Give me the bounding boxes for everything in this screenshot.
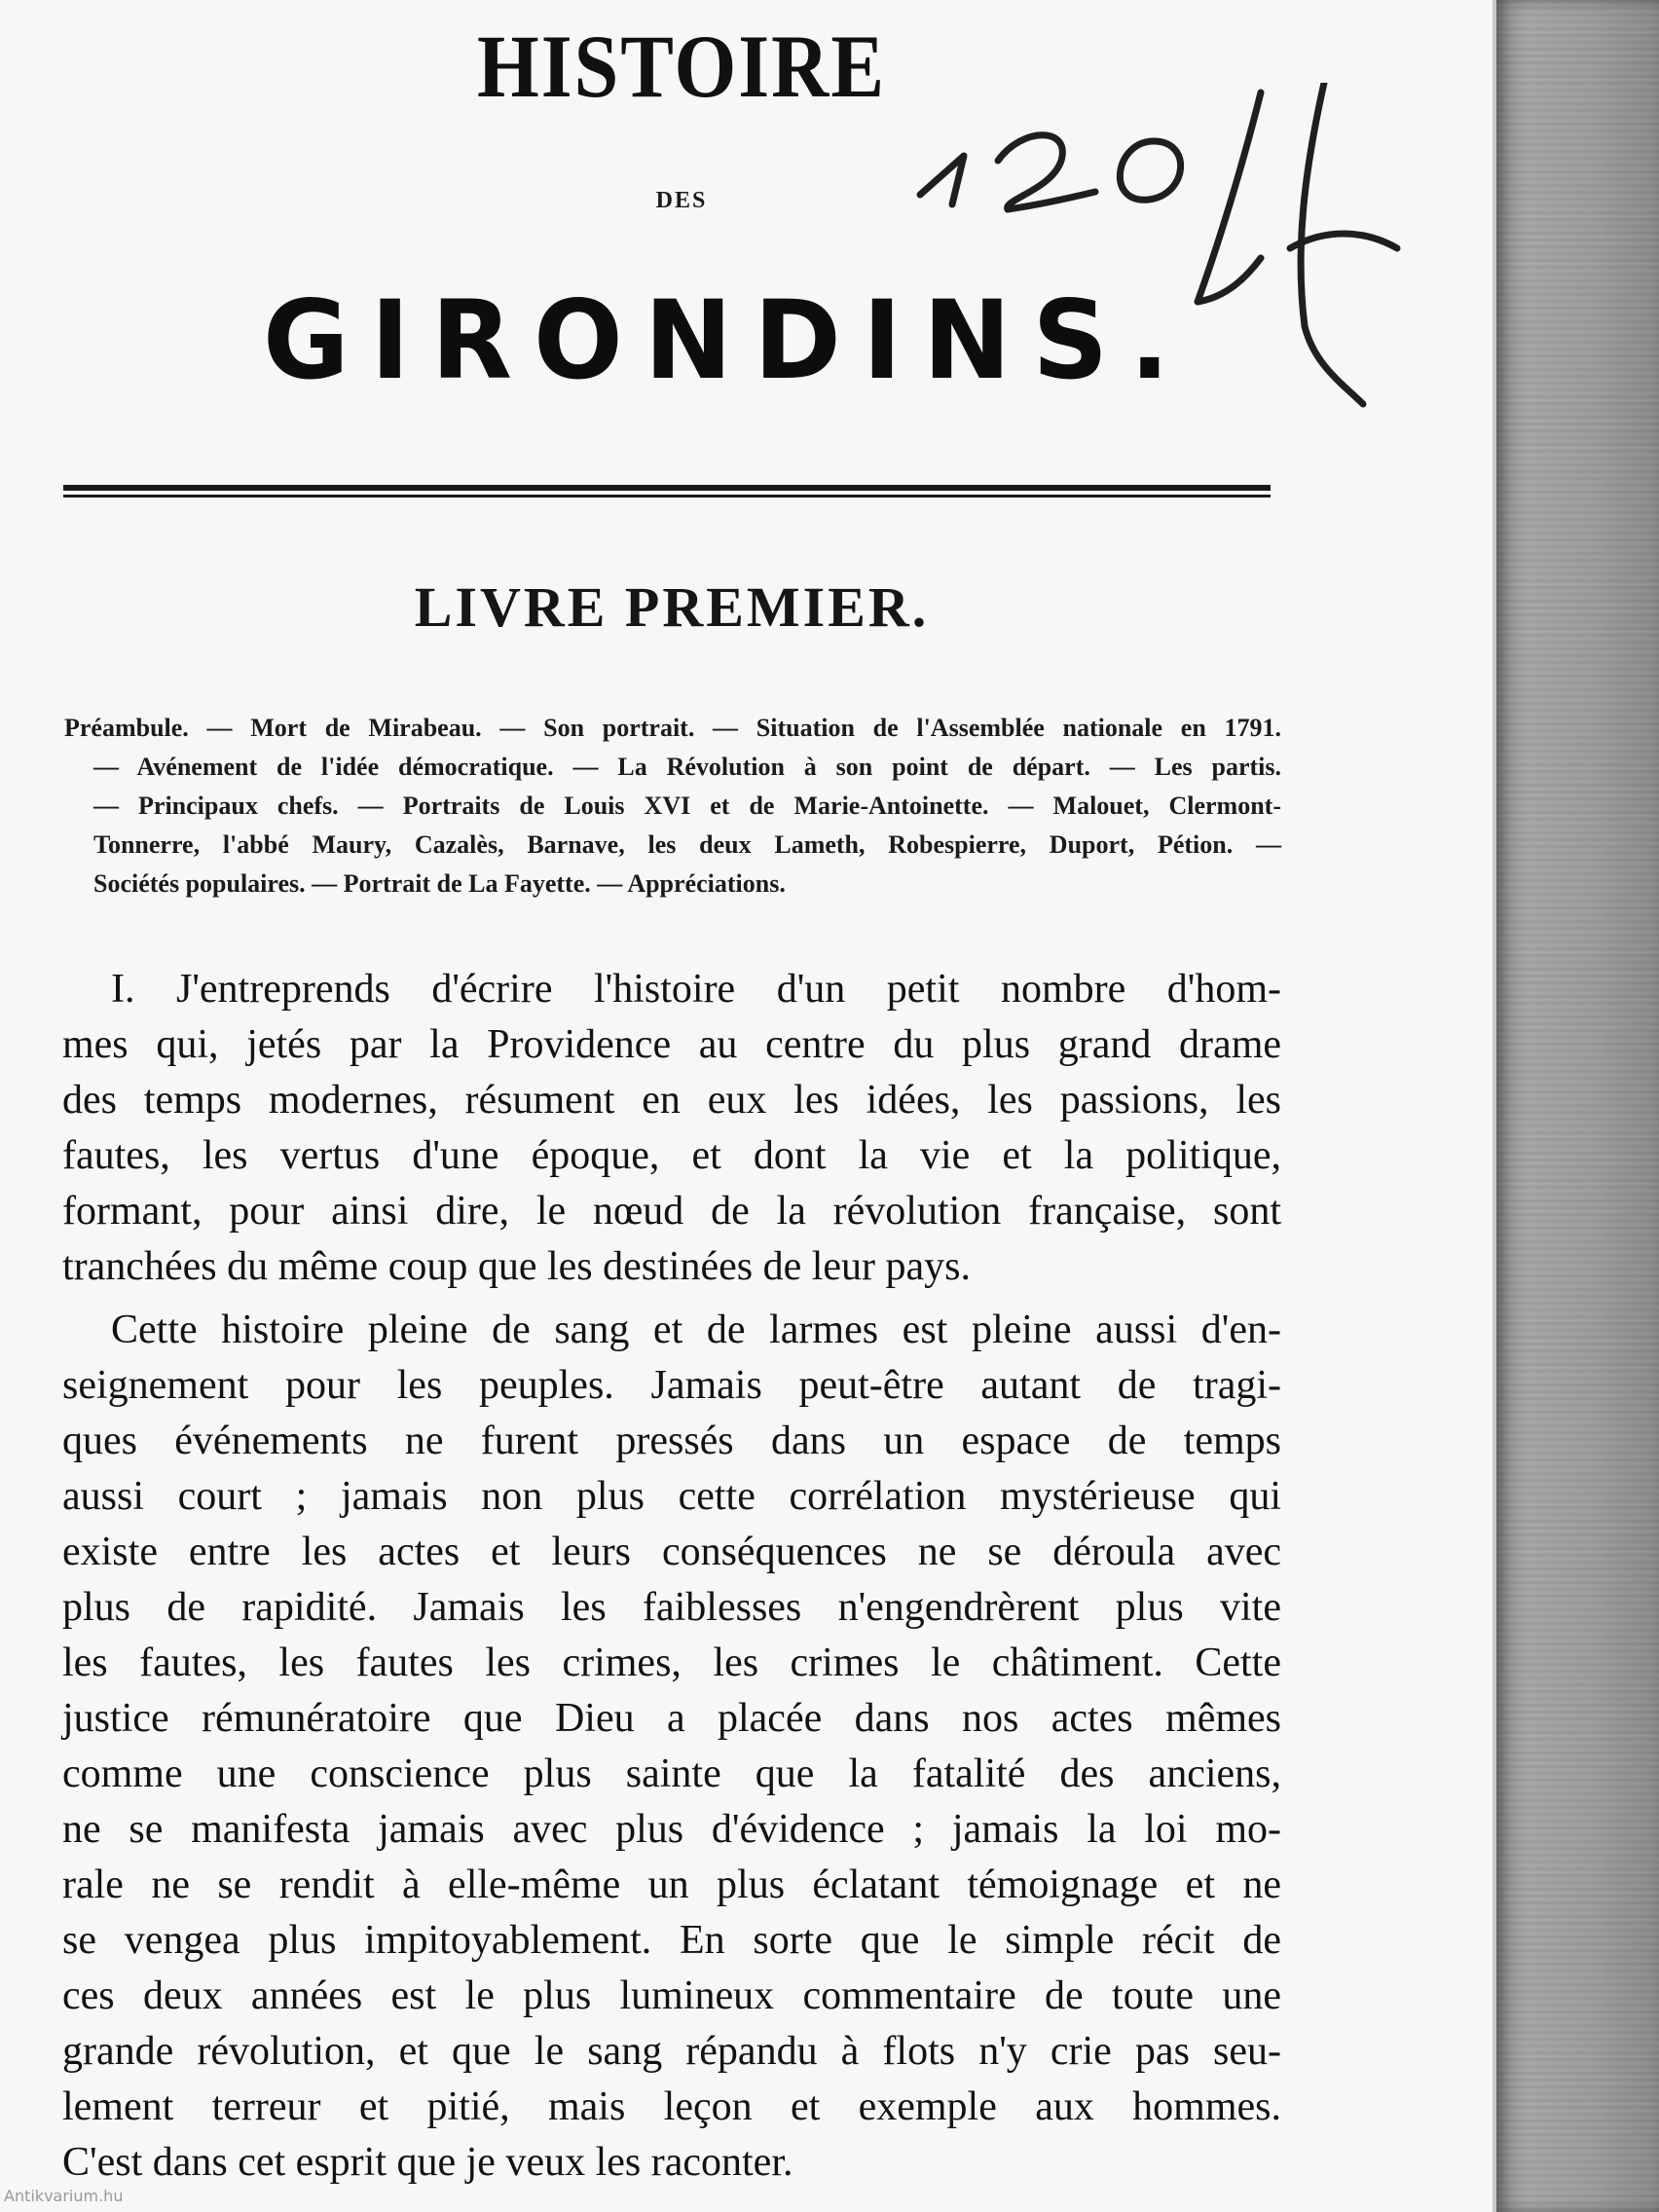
paragraph-2-line: grande révolution, et que le sang répandu à flots n'y crie pas seu-: [62, 2029, 1281, 2074]
paragraph-2-line: seignement pour les peuples. Jamais peut-être autant de tragi-: [62, 1363, 1281, 1408]
paragraph-1-line: tranchées du même coup que les destinées de leur pays.: [62, 1244, 972, 1289]
paragraph-2-line: Cette histoire pleine de sang et de larmes est pleine aussi d'en-: [111, 1308, 1281, 1352]
paragraph-2-line: ces deux années est le plus lumineux commentaire de toute une: [62, 1973, 1281, 2018]
paragraph-2-line: rale ne se rendit à elle-même un plus éclatant témoignage et ne: [62, 1862, 1281, 1907]
paragraph-1-line: mes qui, jetés par la Providence au centre du plus grand drame: [62, 1022, 1281, 1067]
title-histoire: HISTOIRE: [476, 17, 887, 117]
title-rule-thin: [63, 495, 1271, 498]
paragraph-2-line: ne se manifesta jamais avec plus d'évidence ; jamais la loi mo-: [62, 1807, 1281, 1852]
paragraph-2-line: les fautes, les fautes les crimes, les crimes le châtiment. Cette: [62, 1641, 1281, 1685]
paragraph-2-line: comme une conscience plus sainte que la fatalité des anciens,: [62, 1751, 1281, 1796]
paragraph-gap: [62, 1295, 1281, 1303]
paragraph-2-line: justice rémunératoire que Dieu a placée dans nos actes mêmes: [62, 1696, 1281, 1741]
paragraph-2-line: C'est dans cet esprit que je veux les raconter.: [62, 2140, 793, 2185]
summary-line: — Avénement de l'idée démocratique. — La Révolution à son point de départ. — Les partis.: [93, 753, 1281, 781]
title-des: DES: [655, 188, 708, 213]
page-fold-line: [1493, 0, 1496, 2212]
paragraph-2-line: plus de rapidité. Jamais les faiblesses n'engendrèrent plus vite: [62, 1585, 1281, 1630]
paragraph-1-line: I. J'entreprends d'écrire l'histoire d'un petit nombre d'hom-: [111, 967, 1281, 1012]
title-rule-thick: [63, 485, 1271, 491]
summary-line: Sociétés populaires. — Portrait de La Fayette. — Appréciations.: [93, 869, 786, 898]
paragraph-2-line: aussi court ; jamais non plus cette corrélation mystérieuse qui: [62, 1474, 1281, 1519]
body-text: [62, 962, 1281, 2191]
paragraph-2-line: se vengea plus impitoyablement. En sorte que le simple récit de: [62, 1918, 1281, 1963]
title-girondins: GIRONDINS.: [263, 278, 1192, 404]
paragraph-1-line: des temps modernes, résument en eux les idées, les passions, les: [62, 1078, 1281, 1123]
paragraph-2-line: existe entre les actes et leurs conséquences ne se déroula avec: [62, 1530, 1281, 1574]
summary-line: Tonnerre, l'abbé Maury, Cazalès, Barnave, les deux Lameth, Robespierre, Duport, Pétion. —: [93, 830, 1281, 859]
paragraph-2-line: ques événements ne furent pressés dans un espace de temps: [62, 1419, 1281, 1463]
adjacent-page-edge: [1495, 0, 1659, 2212]
paragraph-1-line: fautes, les vertus d'une époque, et dont la vie et la politique,: [62, 1133, 1281, 1178]
paragraph-2-line: lement terreur et pitié, mais leçon et exemple aux hommes.: [62, 2084, 1281, 2129]
chapter-summary: [64, 709, 1281, 903]
chapter-heading: LIVRE PREMIER.: [414, 575, 930, 639]
handwritten-note-icon: [905, 83, 1451, 424]
paragraph-1-line: formant, pour ainsi dire, le nœud de la révolution française, sont: [62, 1189, 1281, 1234]
summary-line: Préambule. — Mort de Mirabeau. — Son portrait. — Situation de l'Assemblée nationale en 1791.: [64, 714, 1281, 742]
watermark: Antikvarium.hu: [4, 2187, 124, 2205]
summary-line: — Principaux chefs. — Portraits de Louis XVI et de Marie-Antoinette. — Malouet, Clermont-: [93, 792, 1281, 820]
